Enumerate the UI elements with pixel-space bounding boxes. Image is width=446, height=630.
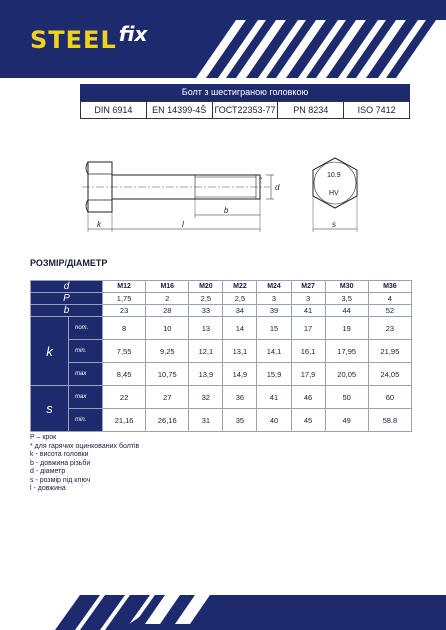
table-cell: 14: [223, 317, 257, 340]
table-cell: 8,45: [103, 363, 146, 386]
table-row-s-min: [31, 409, 412, 432]
header-stripes-decoration: [156, 0, 446, 78]
table-cell: 23: [103, 305, 146, 317]
table-cell: 32: [189, 386, 223, 409]
table-cell: 10,75: [146, 363, 189, 386]
table-cell: 2,5: [223, 293, 257, 305]
table-cell: 3: [291, 293, 325, 305]
product-title: Болт з шестиграною головкою: [80, 84, 410, 101]
bolt-technical-drawing: [80, 152, 380, 242]
hex-head-top-view: [313, 158, 357, 232]
table-cell: 33: [189, 305, 223, 317]
dimensions-table: [30, 280, 412, 432]
table-cell: 17: [291, 317, 325, 340]
sub-label-min: min.: [69, 409, 103, 432]
logo-main-text: STEEL: [30, 26, 117, 54]
table-cell: 17,9: [291, 363, 325, 386]
label-l: l: [182, 220, 184, 229]
table-row-k-nom: [31, 317, 412, 340]
size-m20: M20: [189, 281, 223, 293]
size-m30: M30: [325, 281, 368, 293]
table-cell: 2,5: [189, 293, 223, 305]
table-cell: 46: [291, 386, 325, 409]
standard-en: EN 14399-4Š: [147, 102, 213, 118]
table-cell: 13: [189, 317, 223, 340]
section-title: РОЗМІР/ДІАМЕТР: [30, 258, 108, 268]
standard-iso: ISO 7412: [357, 105, 396, 115]
sub-label-max: max: [69, 386, 103, 409]
hv-mark: HV: [329, 190, 339, 197]
table-cell: 16,1: [291, 340, 325, 363]
row-label-s: s: [31, 386, 69, 432]
table-cell: 15,9: [257, 363, 291, 386]
standard-din: DIN 6914: [81, 102, 147, 118]
table-cell: 2: [146, 293, 189, 305]
size-m27: M27: [291, 281, 325, 293]
table-cell: 7,55: [103, 340, 146, 363]
label-s: s: [332, 220, 336, 229]
table-row-k-min: [31, 340, 412, 363]
label-k: k: [97, 220, 101, 229]
table-cell: 15: [257, 317, 291, 340]
sub-label-nom: nom.: [69, 317, 103, 340]
note-line: d - діаметр: [30, 468, 66, 475]
table-cell: 13,9: [189, 363, 223, 386]
sub-label-max: max: [69, 363, 103, 386]
size-m16: M16: [146, 281, 189, 293]
table-cell: 9,25: [146, 340, 189, 363]
footer-stripes-decoration: [0, 580, 446, 630]
table-cell: 3: [257, 293, 291, 305]
table-cell: 1,75: [103, 293, 146, 305]
table-row-k-max: [31, 363, 412, 386]
table-row-p: [31, 293, 412, 305]
table-cell: 41: [257, 386, 291, 409]
table-cell: 36: [223, 386, 257, 409]
size-m12: M12: [103, 281, 146, 293]
standard-gost: ГОСТ22353-77: [213, 102, 279, 118]
table-cell: 17,95: [325, 340, 368, 363]
standard-pn: PN 8234: [278, 102, 344, 118]
table-cell: 19: [325, 317, 368, 340]
table-cell: 22: [103, 386, 146, 409]
logo-suffix-text: fix: [118, 22, 148, 46]
note-line: * для гарячих оцинкованих болтів: [30, 442, 140, 450]
strength-class-mark: 10.9: [327, 172, 341, 179]
table-cell: 3,5: [325, 293, 368, 305]
table-cell: 14,1: [257, 340, 291, 363]
table-cell: 60: [368, 386, 411, 409]
standards-row: [80, 101, 410, 119]
table-cell: 44: [325, 305, 368, 317]
page-header: [0, 0, 446, 78]
note-line: b - довжина різьби: [30, 459, 91, 467]
note-line: P – крок: [30, 434, 57, 441]
size-m22: M22: [223, 281, 257, 293]
table-header-row: [31, 281, 412, 293]
table-cell: 27: [146, 386, 189, 409]
table-cell: 28: [146, 305, 189, 317]
table-row-s-max: [31, 386, 412, 409]
table-cell: 40: [257, 409, 291, 432]
table-cell: 23: [368, 317, 411, 340]
table-row-b: [31, 305, 412, 317]
table-cell: 35: [223, 409, 257, 432]
table-cell: 21,16: [103, 409, 146, 432]
legend-notes: [30, 434, 139, 494]
table-cell: 49: [325, 409, 368, 432]
row-label-b: b: [31, 305, 103, 317]
table-cell: 34: [223, 305, 257, 317]
table-cell: 41: [291, 305, 325, 317]
row-label-k: k: [31, 317, 69, 386]
table-cell: 8: [103, 317, 146, 340]
table-cell: 20,05: [325, 363, 368, 386]
size-m36: M36: [368, 281, 411, 293]
label-d: d: [275, 183, 280, 192]
table-cell: 31: [189, 409, 223, 432]
label-b: b: [224, 206, 229, 215]
size-m24: M24: [257, 281, 291, 293]
table-cell: 45: [291, 409, 325, 432]
sub-label-min: min.: [69, 340, 103, 363]
table-cell: 52: [368, 305, 411, 317]
table-cell: 12,1: [189, 340, 223, 363]
table-cell: 10: [146, 317, 189, 340]
table-cell: 21,95: [368, 340, 411, 363]
brand-logo: [30, 22, 147, 54]
table-cell: 50: [325, 386, 368, 409]
note-line: s - розмір під ключ: [30, 476, 91, 484]
row-label-p: P: [31, 293, 103, 305]
note-line: k - висота головки: [30, 451, 89, 458]
table-cell: 39: [257, 305, 291, 317]
table-cell: 13,1: [223, 340, 257, 363]
table-cell: 24,05: [368, 363, 411, 386]
table-cell: 26,16: [146, 409, 189, 432]
table-cell: 4: [368, 293, 411, 305]
table-cell: 58.8: [368, 409, 411, 432]
table-cell: 14,9: [223, 363, 257, 386]
header-symbol-d: d: [31, 281, 103, 293]
note-line: l - довжина: [30, 485, 66, 492]
